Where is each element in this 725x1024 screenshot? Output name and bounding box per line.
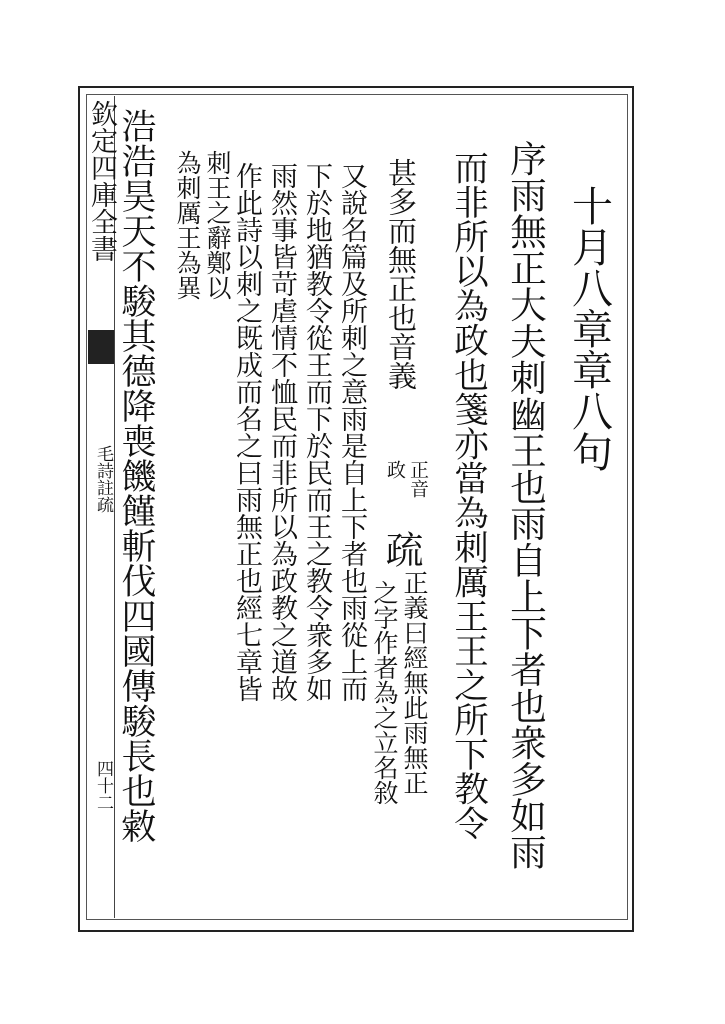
chapter-count-line: 十月八章章八句 xyxy=(565,185,613,472)
commentary-line-6b: 為刺厲王為異 xyxy=(173,150,202,300)
commentary-marker: 疏 xyxy=(379,530,423,568)
preface-line-1: 序雨無正大夫刺幽王也雨自上下者也衆多如雨 xyxy=(504,140,548,870)
sound-gloss-a xyxy=(408,460,427,530)
margin-book-title: 毛詩註疏 xyxy=(93,445,113,513)
commentary-line-4: 雨然事皆苛虐情不恤民而非所以為政教之道故 xyxy=(266,162,297,702)
fishtail-mark-icon xyxy=(88,330,114,364)
commentary-line-5: 作此詩以刺之既成而名之曰雨無正也經七章皆 xyxy=(231,162,262,702)
commentary-line-6a: 刺王之辭鄭以 xyxy=(203,150,232,300)
preface-line-2: 而非所以為政也箋亦當為刺厲王王之所下教令 xyxy=(447,150,488,840)
commentary-line-1b: 正義曰經無此雨無正 xyxy=(400,570,429,795)
commentary-line-3: 下於地猶教令從王而下於民而王之教令衆多如 xyxy=(301,162,332,702)
margin-fragment-title: 欽定四庫全書 xyxy=(86,100,117,262)
verse-line: 浩浩昊天不駿其德降喪饑饉斬伐四國傳駿長也敹 xyxy=(116,108,156,843)
sound-gloss-a-text: 正音 xyxy=(407,460,429,498)
commentary-line-1a: 甚多而無正也音義 xyxy=(384,158,418,390)
commentary-line-1c: 之字作者為之立名敘 xyxy=(370,580,399,805)
sound-gloss-b xyxy=(385,460,404,510)
sound-gloss-b-text: 政 xyxy=(384,460,406,479)
margin-page-number: 四十二 xyxy=(93,760,113,811)
commentary-line-2: 又說名篇及所刺之意雨是自上下者也雨從上而 xyxy=(336,162,367,702)
